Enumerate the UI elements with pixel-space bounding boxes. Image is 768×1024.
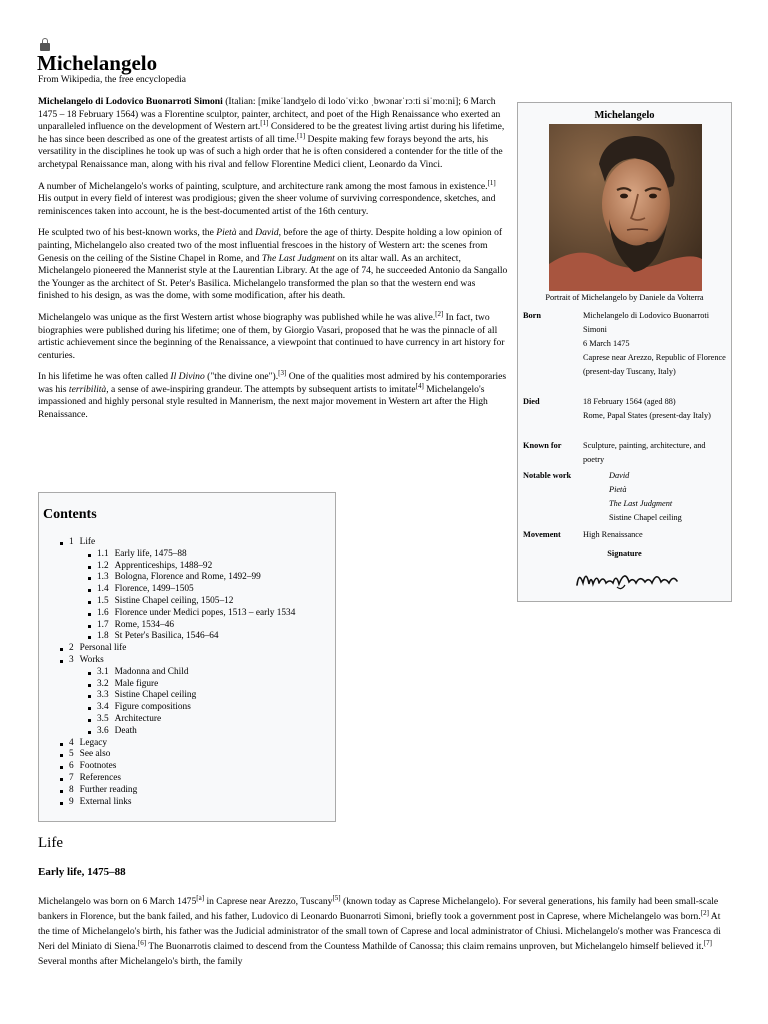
toc-item-number: 1.7 <box>97 619 109 630</box>
signature-label: Signature <box>607 549 642 558</box>
toc-item-label: Florence, 1499–1505 <box>114 584 194 595</box>
toc-item-label: Rome, 1534–46 <box>114 619 175 630</box>
toc-item[interactable] <box>39 667 335 679</box>
toc-item-label: Personal life <box>79 643 127 654</box>
toc-item-number: 1.8 <box>97 631 109 642</box>
toc-item-number: 5 <box>69 749 74 760</box>
notable-work-link[interactable]: David <box>609 471 630 480</box>
toc-item[interactable] <box>39 702 335 714</box>
citation-link[interactable]: [2] <box>435 309 444 318</box>
intro-paragraph-2: A number of Michelangelo's works of painting, sculpture, and architecture rank among the most famous in existence.[1] His output in every field of interest was prodigious; given the sheer volume of surviving correspondence, sketches, and reminiscences taken into account, he is the best-documented artist of the 16th century. <box>38 178 496 217</box>
toc-item-label: St Peter's Basilica, 1546–64 <box>114 631 219 642</box>
lock-icon <box>40 38 50 51</box>
toc-item[interactable] <box>39 738 335 750</box>
known-for-value: Sculpture, painting, architecture, and poetry <box>583 441 706 464</box>
toc-item-label: References <box>79 772 121 783</box>
toc-item-number: 1.6 <box>97 607 109 618</box>
toc-item[interactable] <box>39 749 335 761</box>
citation-link[interactable]: [4] <box>415 381 424 390</box>
citation-link[interactable]: [1] <box>487 178 496 187</box>
toc-item-label: Architecture <box>114 713 162 724</box>
notable-work-link[interactable]: Sistine Chapel ceiling <box>609 513 682 522</box>
toc-item[interactable] <box>39 620 335 632</box>
toc-item[interactable] <box>39 761 335 773</box>
toc-item-number: 3.3 <box>97 690 109 701</box>
born-name: Michelangelo di Lodovico Buonarroti Simoni <box>583 311 710 334</box>
died-date: 18 February 1564 (aged 88) <box>583 397 676 406</box>
citation-link[interactable]: [a] <box>196 893 205 902</box>
toc-item-number: 1.4 <box>97 584 109 595</box>
toc-item-label: Footnotes <box>79 761 117 772</box>
toc-item-label: Life <box>79 537 96 547</box>
toc-item[interactable] <box>39 608 335 620</box>
citation-link[interactable]: [7] <box>703 938 713 947</box>
toc-item[interactable] <box>39 773 335 785</box>
died-place[interactable]: Rome, Papal States (present-day Italy) <box>583 411 711 420</box>
toc-heading: Contents <box>43 507 97 522</box>
toc-item-label: Early life, 1475–88 <box>114 548 187 559</box>
toc-item-number: 3.2 <box>97 678 109 689</box>
citation-link[interactable]: [1] <box>260 119 269 127</box>
toc-item-number: 1 <box>69 537 74 547</box>
toc-item-label: Bologna, Florence and Rome, 1492–99 <box>114 572 261 583</box>
page-subtitle: From Wikipedia, the free encyclopedia <box>38 75 186 85</box>
notable-work-link[interactable]: The Last Judgment <box>609 499 673 508</box>
infobox: Michelangelo Portrait of Michelangelo by Daniele da Volterra Born Michelangelo di Lodovico Buonarroti Simoni 6 March 1475 Caprese near Arezzo, Republic of Florence (present-day Tuscany, Italy) Died 18 February 1564 (aged 88) Rome, Papal States (present-day Italy) Known for Sculpture, painting, architecture, and poetry Notable work David Pietà The Last Judgment Sistine Chapel ceiling Movement High Renaissance Signature <box>517 102 732 602</box>
toc-item[interactable] <box>39 714 335 726</box>
toc-item-label: Sistine Chapel ceiling <box>114 690 197 701</box>
toc-item[interactable] <box>39 549 335 561</box>
subsection-heading-early-life: Early life, 1475–88 <box>38 866 126 878</box>
citation-link[interactable]: [3] <box>278 369 287 378</box>
toc-item-label: Works <box>79 654 104 665</box>
toc-item-label: Sistine Chapel ceiling, 1505–12 <box>114 595 234 606</box>
section-heading-life: Life <box>38 835 63 851</box>
toc-item-number: 3.4 <box>97 702 109 713</box>
toc-item-label: External links <box>79 796 132 807</box>
toc-item-number: 9 <box>69 796 74 807</box>
toc-item-number: 3.5 <box>97 713 109 724</box>
toc-item-number: 4 <box>69 737 74 748</box>
toc-item[interactable] <box>39 655 335 667</box>
toc-item-label: Male figure <box>114 678 159 689</box>
intro-paragraph-3: He sculpted two of his best-known works, the Pietà and David, before the age of thirty. Despite holding a low opinion of painting, Michelangelo also created two of the most influential frescoes in the history of Western art: the scenes from Genesis on the ceiling of the Sistine Chapel in Rome, and The Last Judgment on its altar wall. As an architect, Michelangelo pioneered the Mannerist style at the Laurentian Library. At the age of 74, he succeeded Antonio da Sangallo the Younger as the architect of St. Peter's Basilica. Michelangelo transformed the plan so that the western end was finished to his design, as was the dome, with some modification, after his death. <box>38 227 508 302</box>
table-of-contents <box>38 492 336 822</box>
toc-item[interactable] <box>39 726 335 738</box>
toc-item[interactable] <box>39 785 335 797</box>
toc-item-label: Apprenticeships, 1488–92 <box>114 560 213 571</box>
born-date: 6 March 1475 <box>583 339 630 348</box>
intro-paragraph-5: In his lifetime he was often called Il Divino ("the divine one").[3] One of the qualities most admired by his contemporaries was his terribilità, a sense of awe-inspiring grandeur. The attempts by subsequent artists to imitate[4] Michelangelo's impassioned and highly personal style resulted in Mannerism, the next major movement in Western art after the High Renaissance. <box>38 369 507 421</box>
movement-value[interactable]: High Renaissance <box>583 530 643 539</box>
subject-name: Michelangelo di Lodovico Buonarroti Simoni <box>38 96 223 107</box>
toc-item[interactable] <box>39 797 335 809</box>
toc-item-label: Florence under Medici popes, 1513 – early 1534 <box>114 607 296 618</box>
life-paragraph: Michelangelo was born on 6 March 1475[a] in Caprese near Arezzo, Tuscany[5] (known today as Caprese Michelangelo). For several generations, his family had been small-scale bankers in Florence, but the bank failed, and his father, Ludovico di Leonardo Buonarroti Simoni, briefly took a government post in Caprese, where Michelangelo was born.[2] At the time of Michelangelo's birth, his father was the Judicial administrator of the small town of Caprese and local administrator of Chiusi. Michelangelo's mother was Francesca di Neri del Miniato di Siena.[6] The Buonarrotis claimed to descend from the Countess Mathilde of Canossa; this claim remains unproven, but Michelangelo himself believed it.[7] Several months after Michelangelo's birth, the family <box>38 893 721 967</box>
signature-image <box>573 565 681 591</box>
citation-link[interactable]: [6] <box>137 938 147 947</box>
intro-paragraph-4: Michelangelo was unique as the first Western artist whose biography was published while he was alive.[2] In fact, two biographies were published during his lifetime; one of them, by Giorgio Vasari, proposed that he was the pinnacle of all artistic achievement since the beginning of the Renaissance, a viewpoint that continued to have currency in art history for centuries. <box>38 309 505 361</box>
toc-item[interactable] <box>39 690 335 702</box>
toc-list <box>39 537 335 808</box>
toc-item-number: 1.5 <box>97 595 109 606</box>
toc-item-label: Death <box>114 725 137 736</box>
born-place[interactable]: Caprese near Arezzo, Republic of Florence (present-day Tuscany, Italy) <box>583 353 726 376</box>
toc-item-label: Legacy <box>79 737 108 748</box>
citation-link[interactable]: [5] <box>332 893 341 902</box>
infobox-title: Michelangelo <box>594 110 655 121</box>
toc-item-number: 6 <box>69 761 74 772</box>
portrait-image[interactable] <box>549 124 702 291</box>
toc-item-number: 8 <box>69 784 74 795</box>
toc-item[interactable] <box>39 572 335 584</box>
toc-item-number: 2 <box>69 643 74 654</box>
intro-text <box>38 96 508 431</box>
toc-item[interactable] <box>39 596 335 608</box>
toc-item[interactable] <box>39 679 335 691</box>
toc-item-number: 1.3 <box>97 572 109 583</box>
citation-link[interactable]: [2] <box>700 908 709 917</box>
toc-item[interactable] <box>39 631 335 643</box>
toc-item-label: Madonna and Child <box>114 666 189 677</box>
toc-item-number: 3 <box>69 654 74 665</box>
intro-paragraph-1: Michelangelo di Lodovico Buonarroti Simoni (Italian: [mikeˈlandʒelo di lodoˈviːko ˌbwɔnarˈrɔːti siˈmoːni]; 6 March 1475 – 18 February 1564) was a Florentine sculptor, painter, architect, and poet of the High Renaissance who exerted an unparalleled influence on the development of Western art.[1] Considered to be the greatest living artist during his lifetime, he has since been described as one of the greatest artists of all time.[1] Despite making few forays beyond the arts, his versatility in the disciplines he took up was of such a high order that he is often considered a contender for the title of the archetypal Renaissance man, along with his rival and fellow Florentine Medici client, Leonardo da Vinci. <box>38 96 505 170</box>
toc-item-number: 1.2 <box>97 560 109 571</box>
toc-item-number: 3.6 <box>97 725 109 736</box>
citation-link[interactable]: [1] <box>296 131 306 140</box>
toc-item[interactable] <box>39 643 335 655</box>
portrait-caption: Portrait of Michelangelo by Daniele da Volterra <box>545 293 704 302</box>
page-title: Michelangelo <box>37 51 158 75</box>
toc-item-number: 1.1 <box>97 548 109 559</box>
toc-item[interactable] <box>39 537 335 549</box>
toc-item[interactable] <box>39 561 335 573</box>
toc-item-number: 3.1 <box>97 666 109 677</box>
toc-item-label: Figure compositions <box>114 702 191 713</box>
toc-item[interactable] <box>39 584 335 596</box>
toc-item-number: 7 <box>69 772 74 783</box>
notable-work-link[interactable]: Pietà <box>609 485 627 494</box>
toc-item-label: See also <box>79 749 111 760</box>
toc-item-label: Further reading <box>79 784 138 795</box>
